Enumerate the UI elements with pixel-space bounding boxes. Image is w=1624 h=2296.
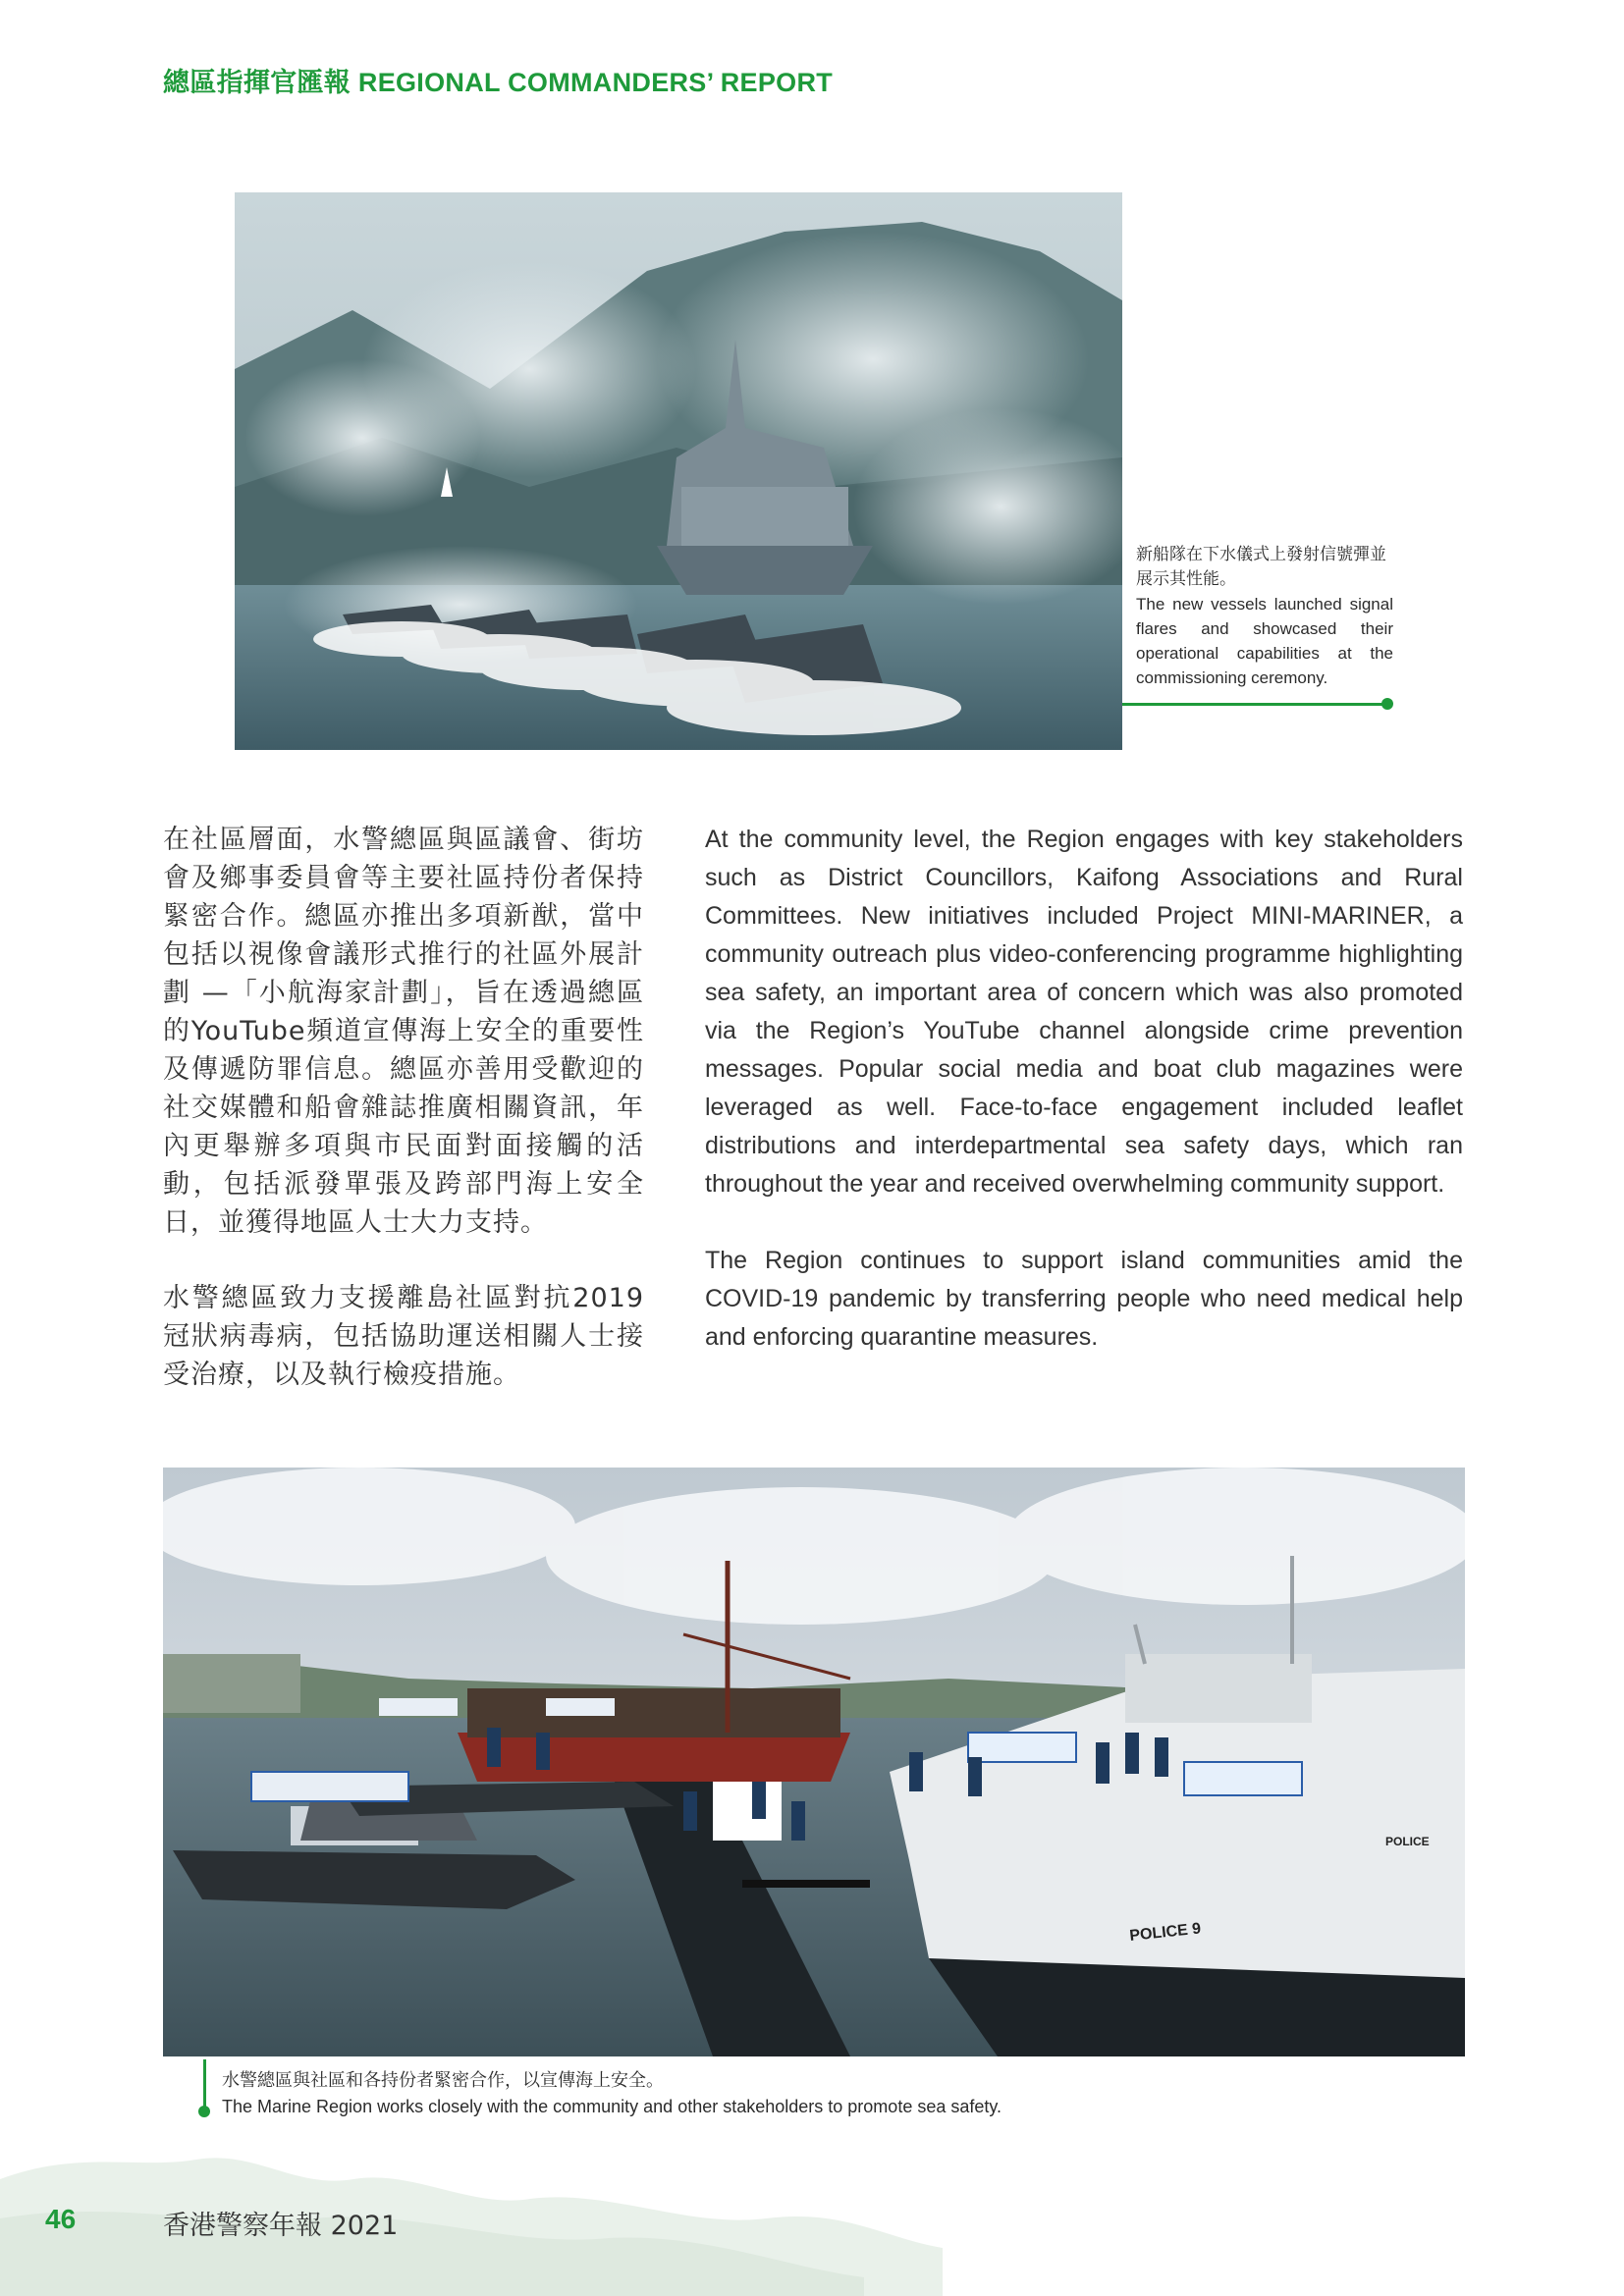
- pier-community-photo: [163, 1468, 1465, 2056]
- report-header: 總區指揮官匯報 REGIONAL COMMANDERS’ REPORT: [163, 68, 834, 97]
- caption2-dot: [198, 2106, 210, 2117]
- body-en-paragraph-2: The Region continues to support island communities amid the COVID-19 pandemic by transferring people who need medical help and enforcing quarantine measures.: [705, 1247, 1463, 1351]
- photo1-caption: [1136, 543, 1393, 690]
- boat-label-police-9: POLICE 9: [1128, 1920, 1202, 1945]
- photo2-caption-zh: 水警總區與社區和各持份者緊密合作，以宣傳海上安全。: [222, 2070, 664, 2091]
- publication-title: 香港警察年報 2021: [163, 2211, 399, 2241]
- photo1-caption-zh: 新船隊在下水儀式上發射信號彈並展示其性能。: [1136, 545, 1386, 589]
- body-chinese-column: [163, 821, 644, 1431]
- caption1-divider: [1122, 703, 1387, 706]
- boat-label-police: POLICE: [1385, 1835, 1430, 1848]
- photo2-caption: [222, 2067, 1001, 2120]
- body-english-column: [705, 821, 1463, 1395]
- body-en-paragraph-1: At the community level, the Region engages with key stakeholders such as District Councillors, Kaifong Associations and Rural Committees. New initiatives included Project MINI-MARINER, a community outreach plus video-conferencing programme highlighting sea safety, an important area of concern which was also promoted via the Region’s YouTube channel alongside crime prevention messages. Popular social media and boat club magazines were leveraged as well. Face-to-face engagement included leaflet distributions and interdepartmental sea safety days, which ran throughout the year and received overwhelming community support.: [705, 826, 1463, 1198]
- caption1-dot: [1381, 698, 1393, 710]
- photo1-caption-en: The new vessels launched signal flares and showcased their operational capabilities at the commissioning ceremony.: [1136, 595, 1393, 687]
- body-zh-paragraph-1: 在社區層面，水警總區與區議會、街坊會及鄉事委員會等主要社區持份者保持緊密合作。總區亦推出多項新猷，當中包括以視像會議形式推行的社區外展計劃 —「小航海家計劃」，旨在透過總區的YouTube頻道宣傳海上安全的重要性及傳遞防罪信息。總區亦善用受歡迎的社交媒體和船會雜誌推廣相關資訊，年內更舉辦多項與市民面對面接觸的活動，包括派發單張及跨部門海上安全日，並獲得地區人士大力支持。: [163, 825, 644, 1238]
- photo2-caption-en: The Marine Region works closely with the community and other stakeholders to promote sea safety.: [222, 2097, 1002, 2116]
- page-number: 46: [45, 2204, 77, 2234]
- vessels-flare-photo: [235, 192, 1122, 750]
- body-zh-paragraph-2: 水警總區致力支援離島社區對抗2019冠狀病毒病，包括協助運送相關人士接受治療，以及執行檢疫措施。: [163, 1283, 644, 1390]
